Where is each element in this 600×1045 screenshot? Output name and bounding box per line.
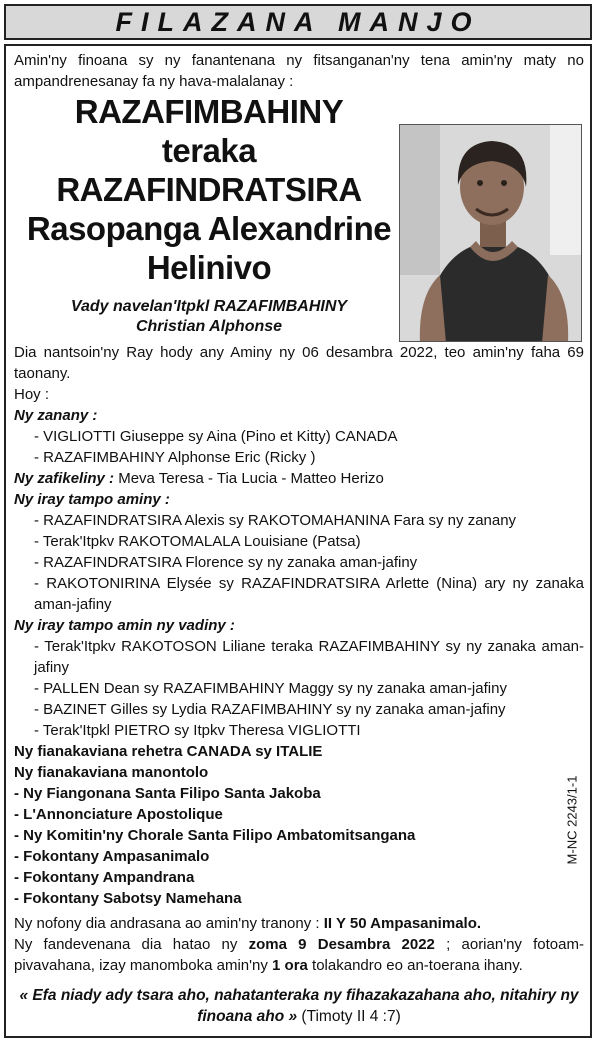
organization-line: - Ny Fiangonana Santa Filipo Santa Jakoba xyxy=(14,785,321,802)
organization-line: - Fokontany Ampandrana xyxy=(14,869,195,886)
list-item: - VIGLIOTTI Giuseppe sy Aina (Pino et Kitty) CANADA xyxy=(34,428,398,445)
wake-line xyxy=(14,913,584,934)
deceased-names xyxy=(14,92,404,337)
siblings-label: Ny iray tampo aminy : xyxy=(14,491,170,508)
funeral-text: tolakandro eo an-toerana ihany. xyxy=(307,957,523,974)
reference-code xyxy=(562,760,582,880)
quote-text: « Efa niady ady tsara aho, nahatanteraka ny fihazakazahana aho, nitahiry ny finoana aho » xyxy=(19,987,579,1025)
wake-text: Ny nofony dia andrasana ao amin'ny tranony : xyxy=(14,915,324,932)
list-item: - Terak'Itpkl PIETRO sy Itpkv Theresa VIGLIOTTI xyxy=(34,722,361,739)
grandchildren-line xyxy=(14,468,584,489)
reference-code-text: M-NC 2243/1-1 xyxy=(564,775,580,865)
portrait-photo xyxy=(399,124,582,342)
header-banner xyxy=(4,4,592,40)
list-item: - Terak'Itpkv RAKOTOMALALA Louisiane (Patsa) xyxy=(34,533,361,550)
funeral-text: Ny fandevenana dia hatao ny xyxy=(14,936,249,953)
grandchildren-label: Ny zafikeliny : xyxy=(14,470,115,487)
spouse-siblings-label: Ny iray tampo amin ny vadiny : xyxy=(14,617,235,634)
family-line: Ny fianakaviana manontolo xyxy=(14,764,209,781)
family-line: Ny fianakaviana rehetra CANADA sy ITALIE xyxy=(14,743,323,760)
deceased-name-line: Helinivo xyxy=(146,249,272,286)
bible-quote xyxy=(14,985,584,1027)
funeral-date: zoma 9 Desambra 2022 xyxy=(248,936,435,953)
organization-line: - L'Annonciature Apostolique xyxy=(14,806,223,823)
deceased-name-line: Rasopanga Alexandrine xyxy=(26,210,392,247)
children-label: Ny zanany : xyxy=(14,407,98,424)
deceased-block xyxy=(14,92,584,342)
funeral-text: ; aorian'ny fotoam-pivavahana, izay manomboka amin'ny xyxy=(14,936,584,974)
list-item: - RAZAFINDRATSIRA Alexis sy RAKOTOMAHANINA Fara sy ny zanany xyxy=(34,512,517,529)
portrait-photo-image xyxy=(400,125,582,342)
quote-reference: (Timoty II 4 :7) xyxy=(297,1008,401,1025)
funeral-time: 1 ora xyxy=(272,957,308,974)
organization-line: - Fokontany Sabotsy Namehana xyxy=(14,890,242,907)
deceased-name-line: teraka RAZAFINDRATSIRA xyxy=(56,132,362,208)
header-title: FILAZANA MANJO xyxy=(115,6,481,37)
grandchildren-text: Meva Teresa - Tia Lucia - Matteo Herizo xyxy=(114,470,384,487)
list-item: - Terak'Itpkv RAKOTOSON Liliane teraka RAZAFIMBAHINY sy ny zanaka aman-jafiny xyxy=(34,638,584,676)
list-item: - RAKOTONIRINA Elysée sy RAZAFINDRATSIRA Arlette (Nina) ary ny zanaka aman-jafiny xyxy=(34,575,584,613)
hoy-label: Hoy : xyxy=(14,386,50,403)
organization-line: - Ny Komitin'ny Chorale Santa Filipo Ambatomitsangana xyxy=(14,827,416,844)
list-item: - BAZINET Gilles sy Lydia RAZAFIMBAHINY sy ny zanaka aman-jafiny xyxy=(34,701,506,718)
deceased-name-line: RAZAFIMBAHINY xyxy=(74,93,344,130)
notice-content xyxy=(14,50,584,1027)
spouse-line: Christian Alphonse xyxy=(135,318,283,335)
funeral-line xyxy=(14,934,584,976)
spouse-name xyxy=(14,297,404,337)
list-item: - RAZAFINDRATSIRA Florence sy ny zanaka aman-jafiny xyxy=(34,554,418,571)
list-item: - RAZAFIMBAHINY Alphonse Eric (Ricky ) xyxy=(34,449,316,466)
spouse-line: Vady navelan'Itpkl RAZAFIMBAHINY xyxy=(70,298,348,315)
wake-address: II Y 50 Ampasanimalo. xyxy=(323,915,482,932)
death-notice: Dia nantsoin'ny Ray hody any Aminy ny 06 desambra 2022, teo amin'ny faha 69 taonany. xyxy=(14,344,584,382)
list-item: - PALLEN Dean sy RAZAFIMBAHINY Maggy sy ny zanaka aman-jafiny xyxy=(34,680,507,697)
organization-line: - Fokontany Ampasanimalo xyxy=(14,848,210,865)
intro-text: Amin'ny finoana sy ny fanantenana ny fitsanganan'ny tena amin'ny maty no ampandrenesanay fa ny hava-malalanay : xyxy=(14,52,584,90)
